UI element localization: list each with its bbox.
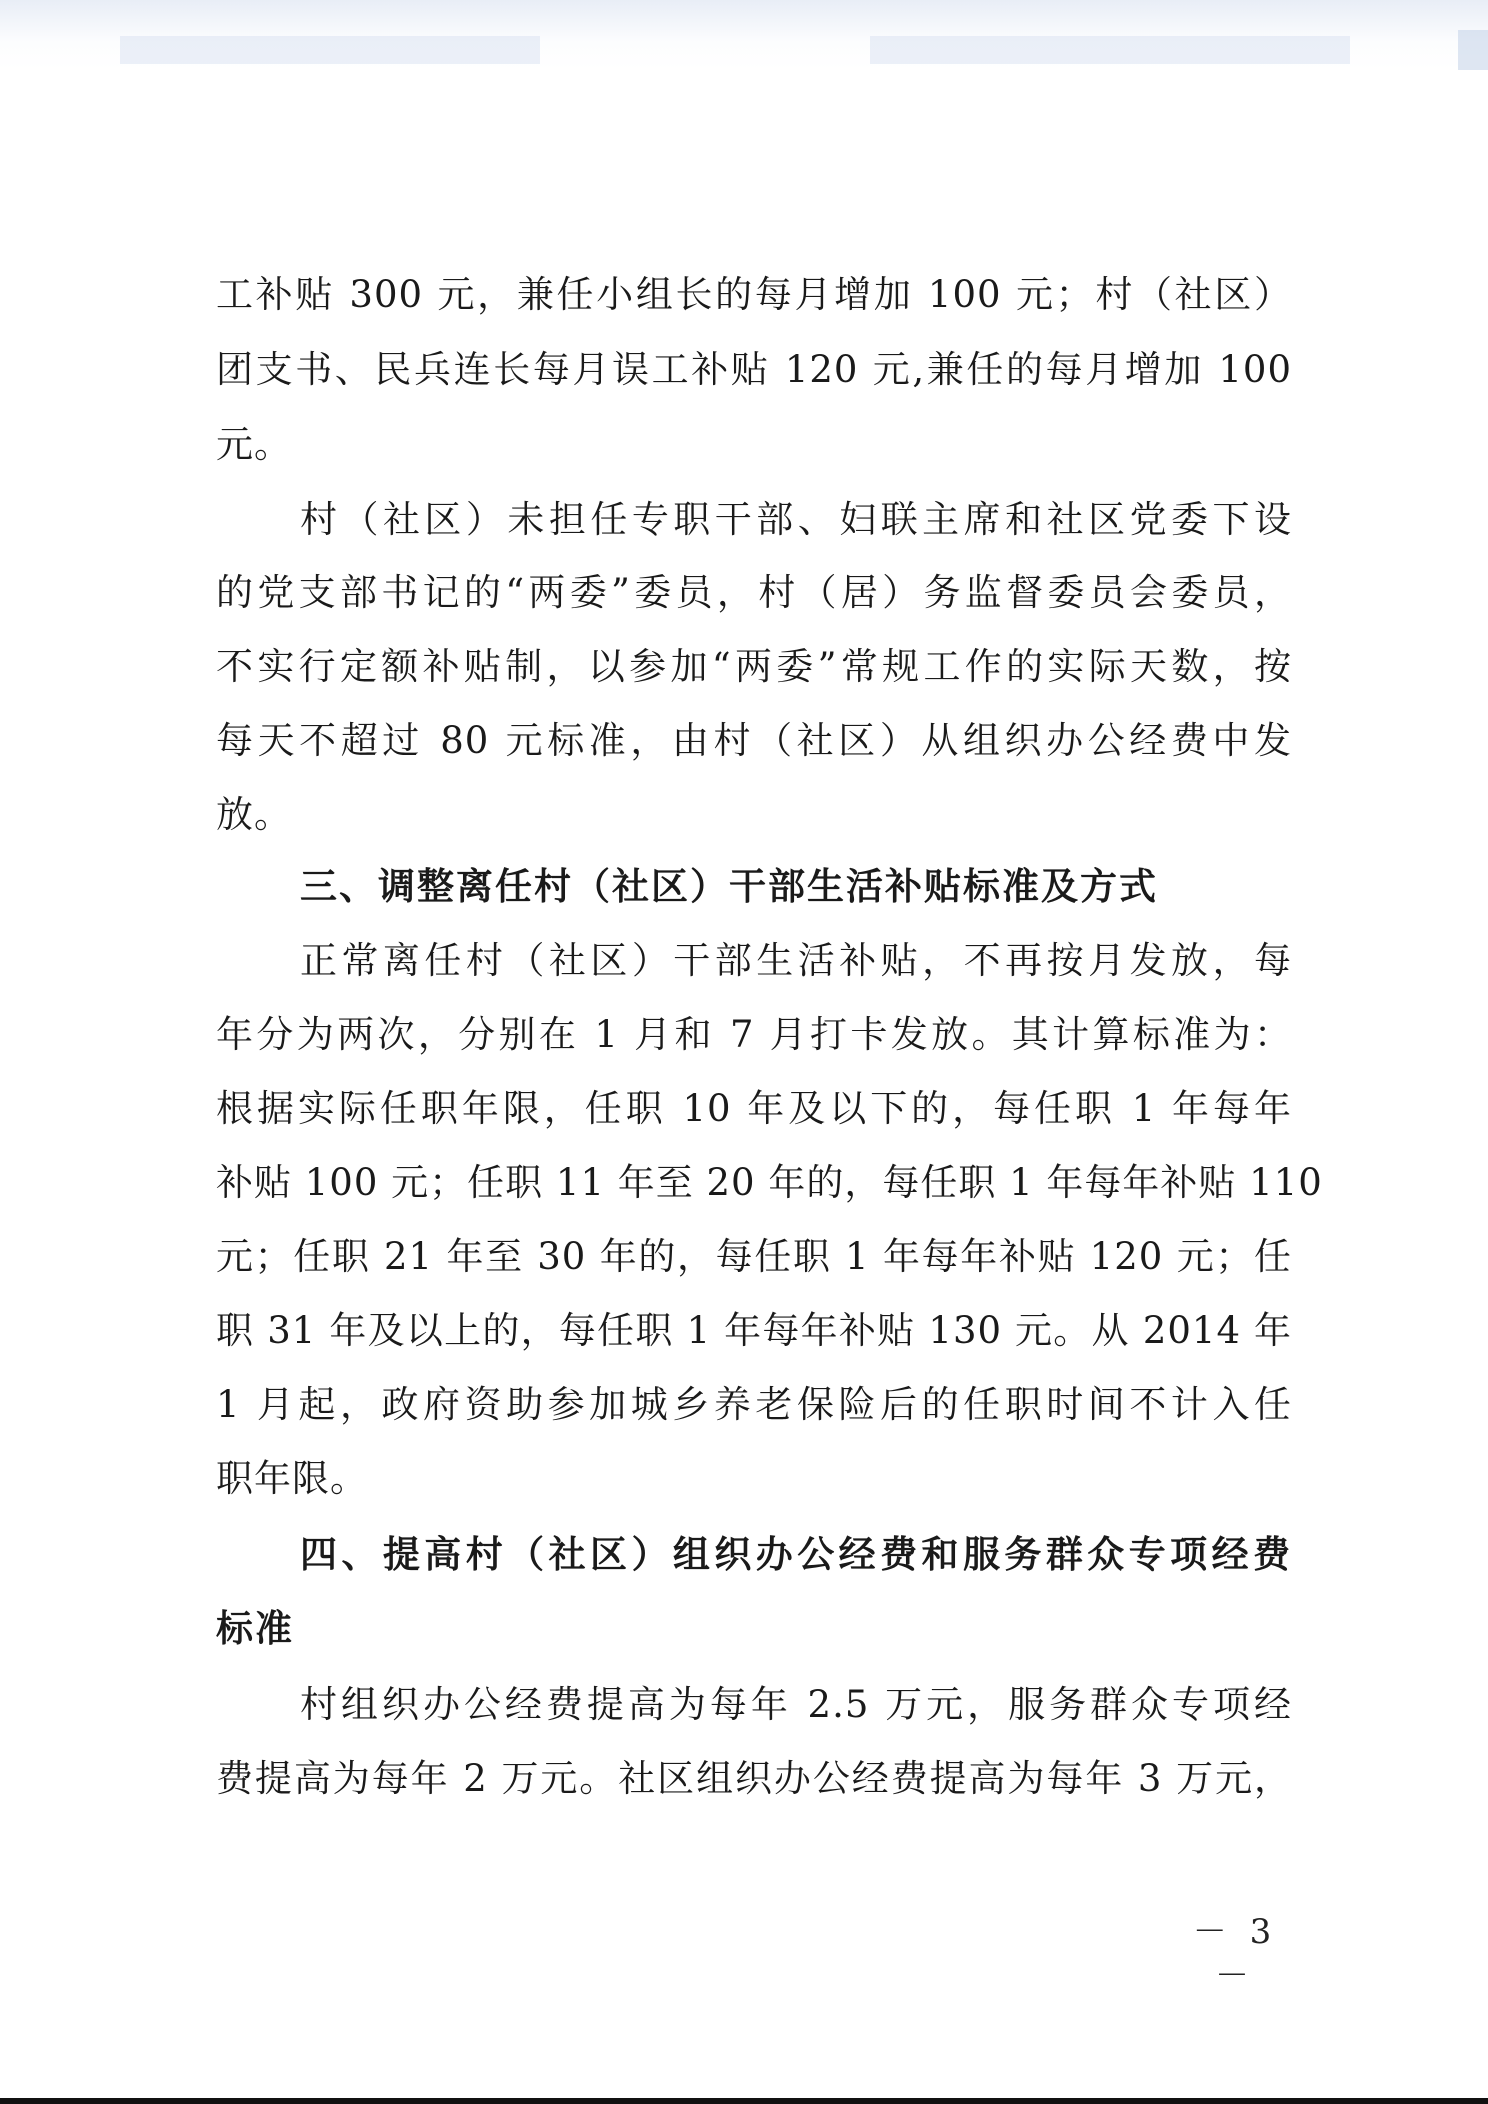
section-heading: 标准 [216, 1607, 294, 1650]
body-line: 放。 [216, 793, 292, 836]
body-line: 元。 [216, 423, 292, 466]
body-line: 不实行定额补贴制，以参加“两委”常规工作的实际天数，按 [216, 645, 1292, 688]
body-line: 1 月起，政府资助参加城乡养老保险后的任职时间不计入任 [216, 1383, 1292, 1426]
body-line: 村（社区）未担任专职干部、妇联主席和社区党委下设 [300, 498, 1292, 541]
page-number: － 3 － [1192, 1912, 1278, 1996]
body-line: 职 31 年及以上的，每任职 1 年每年补贴 130 元。从 2014 年 [216, 1309, 1292, 1352]
scan-band [870, 36, 1350, 64]
body-line: 根据实际任职年限，任职 10 年及以下的，每任职 1 年每年 [216, 1087, 1292, 1130]
body-line: 年分为两次，分别在 1 月和 7 月打卡发放。其计算标准为： [216, 1013, 1292, 1056]
body-line: 补贴 100 元；任职 11 年至 20 年的，每任职 1 年每年补贴 110 [216, 1161, 1323, 1204]
section-heading: 四、提高村（社区）组织办公经费和服务群众专项经费 [300, 1533, 1292, 1576]
body-line: 职年限。 [216, 1457, 368, 1500]
section-heading: 三、调整离任村（社区）干部生活补贴标准及方式 [300, 865, 1158, 908]
body-line: 村组织办公经费提高为每年 2.5 万元，服务群众专项经 [300, 1683, 1292, 1726]
scan-band [120, 36, 540, 64]
scan-edge-right [1458, 30, 1488, 70]
body-line: 元；任职 21 年至 30 年的，每任职 1 年每年补贴 120 元；任 [216, 1235, 1292, 1278]
body-line: 每天不超过 80 元标准，由村（社区）从组织办公经费中发 [216, 719, 1292, 762]
scan-edge-bottom [0, 2098, 1488, 2104]
body-line: 费提高为每年 2 万元。社区组织办公经费提高为每年 3 万元， [216, 1757, 1292, 1800]
body-line: 工补贴 300 元，兼任小组长的每月增加 100 元；村（社区） [216, 273, 1292, 316]
body-line: 正常离任村（社区）干部生活补贴，不再按月发放，每 [300, 939, 1292, 982]
body-line: 团支书、民兵连长每月误工补贴 120 元,兼任的每月增加 100 [216, 348, 1292, 391]
body-line: 的党支部书记的“两委”委员，村（居）务监督委员会委员， [216, 571, 1292, 614]
